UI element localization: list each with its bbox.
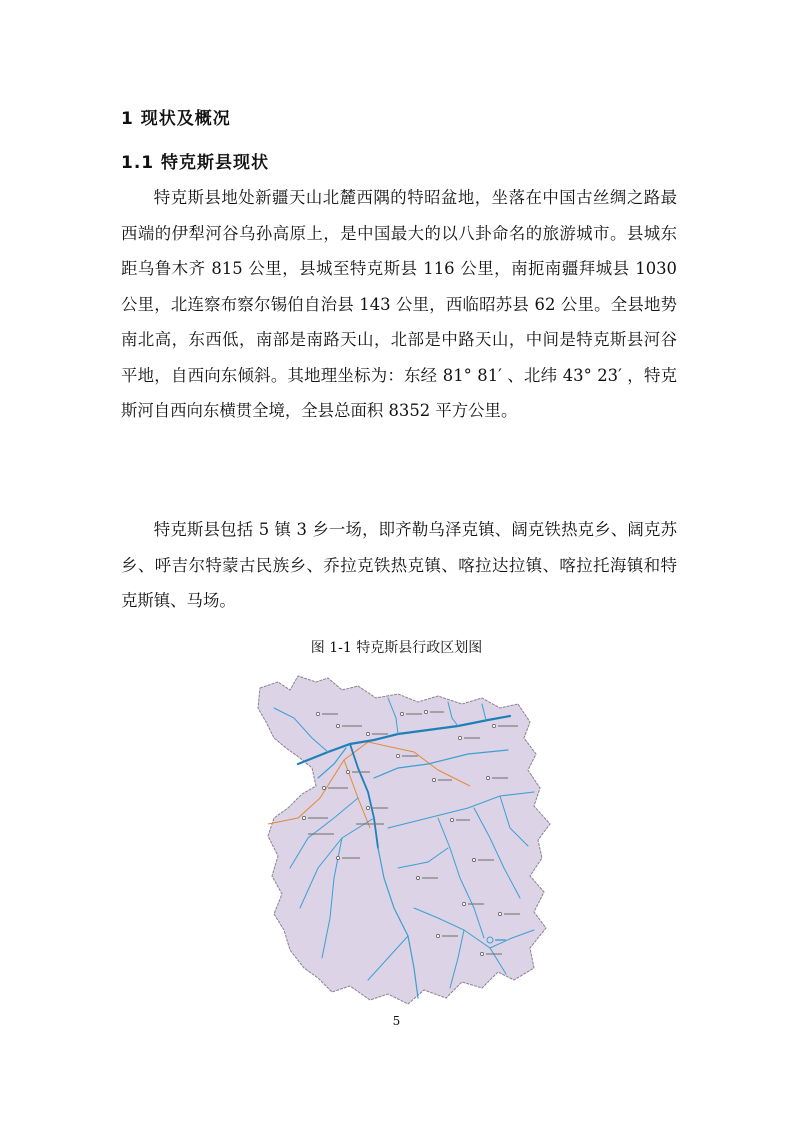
section-heading: 1 现状及概况	[121, 109, 231, 129]
figure-caption: 图 1-1 特克斯县行政区划图	[310, 640, 483, 656]
body-paragraph-1: 特克斯县地处新疆天山北麓西隅的特昭盆地，坐落在中国古丝绸之路最西端的伊犁河谷乌孙高原上，是中国最大的以八卦命名的旅游城市。县城东距乌鲁木齐 815 公里，县城至特克斯县 116 公里，南扼南疆拜城县 1030 公里，北连察布察尔锡伯自治县 143 公里，西临昭苏县 62 公里。全县地势南北高，东西低，南部是南路天山，北部是中路天山，中间是特克斯县河谷平地，自西向东倾斜。其地理坐标为：东经 81° 81′ 、北纬 43° 23′ ，特克斯河自西向东横贯全境，全县总面积 8352 平方公里。	[121, 188, 677, 420]
subsection-heading: 1.1 特克斯县现状	[121, 153, 270, 173]
page-number: 5	[392, 1014, 401, 1028]
administrative-map	[238, 668, 556, 1006]
body-paragraph-2: 特克斯县包括 5 镇 3 乡一场，即齐勒乌泽克镇、阔克铁热克乡、阔克苏乡、呼吉尔特蒙古民族乡、乔拉克铁热克镇、喀拉达拉镇、喀拉托海镇和特克斯镇、马场。	[121, 520, 677, 610]
